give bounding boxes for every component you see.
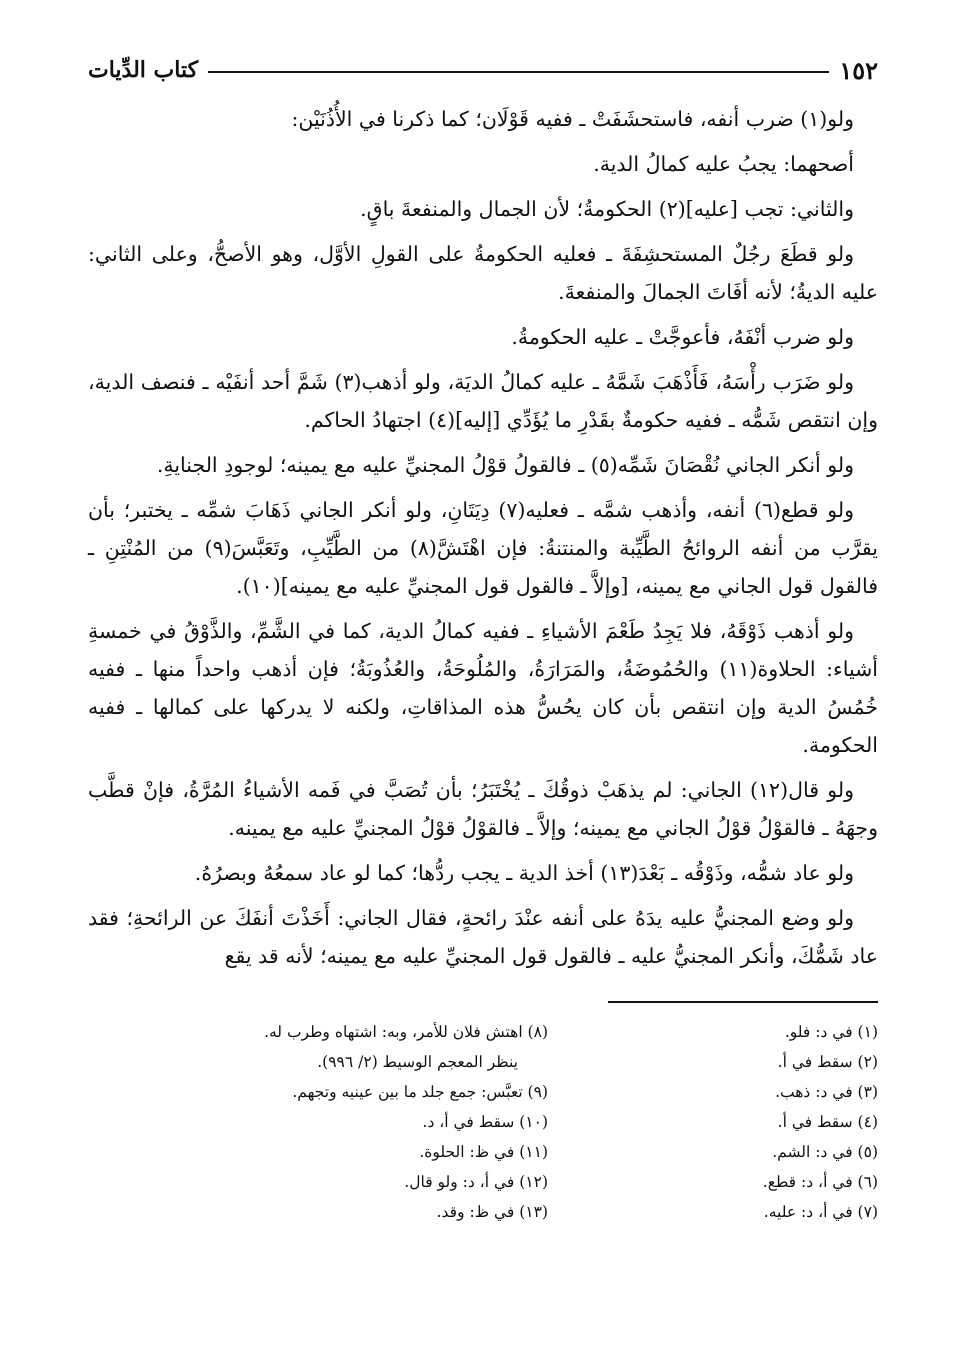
paragraph: أصحهما: يجبُ عليه كمالُ الدية. xyxy=(593,152,854,176)
footnote: (١٠) سقط في أ، د. xyxy=(422,1113,548,1131)
paragraph: ولو ضَرَب رأْسَهُ، فَأَذْهَبَ شَمَّهُ ـ عليه كمالُ الديَة، ولو أذهب(٣) شَمَّ أحد أنفَيْه ـ فنصف الدية، وإن انتقص شَمُّه ـ ففيه حكومةٌ بقَدْرِ ما يُؤَدِّي [إليه](٤) اجتهادُ الحاكم. xyxy=(88,370,878,432)
paragraph: ولو(١) ضرب أنفه، فاستحشَفَتْ ـ ففيه قَوْلَان؛ كما ذكرنا في الأُذُنَيْن: xyxy=(291,107,854,131)
footnote: (٢) سقط في أ. xyxy=(777,1053,878,1071)
footnote-column-right xyxy=(548,1017,878,1227)
book-page xyxy=(88,50,878,1227)
footnote: (٩) تعبَّس: جمع جلد ما بين عينيه وتجهم. xyxy=(292,1083,548,1101)
footnote: (٣) في د: ذهب. xyxy=(775,1083,878,1101)
footnote-separator xyxy=(608,1001,878,1003)
footnote: (١٣) في ظ: وقد. xyxy=(436,1203,548,1221)
paragraph: ولو قطَعَ رجُلٌ المستحشِفَةَ ـ فعليه الحكومةُ على القولِ الأوَّل، وهو الأصحُّ، وعلى الثاني: عليه الديةُ؛ لأنه أفَاتَ الجمالَ والمنفعةَ. xyxy=(88,242,878,304)
footnote: (١٢) في أ، د: ولو قال. xyxy=(404,1173,548,1191)
paragraph: ولو قطع(٦) أنفه، وأذهب شمَّه ـ فعليه(٧) دِيَتَانِ، ولو أنكر الجاني ذَهَابَ شمِّه ـ يختبر؛ بأن يقرَّب من أنفه الروائحُ الطَّيِّبة والمنتنةُ: فإن اهْتَشَّ(٨) من الطَّيِّبِ، وتَعَبَّسَ(٩) من المُنْتِنِ ـ فالقول قول الجاني مع يمينه، [وإلاَّ ـ فالقول قول المجنيِّ عليه مع يمينه](١٠). xyxy=(88,498,878,598)
footnote-column-left xyxy=(148,1017,548,1227)
paragraph: ولو وضع المجنيُّ عليه يدَهُ على أنفه عنْدَ رائحةٍ، فقال الجاني: أَخَذْتَ أنفَكَ عن الرائحةِ؛ فقد عاد شَمُّكَ، وأنكر المجنيُّ عليه ـ فالقول قول المجنيِّ عليه مع يمينه؛ لأنه قد يقع xyxy=(88,906,878,968)
paragraph: ولو أذهب ذَوْقَهُ، فلا يَجِدُ طَعْمَ الأشياءِ ـ ففيه كمالُ الدية، كما في الشَّمِّ، والذَّوْقُ في خمسةِ أشياء: الحلاوة(١١) والحُمُوضَةُ، والمَرَارَةُ، والمُلُوحَةُ، والعُذُوبَةُ؛ فإن أذهب واحداً منها ـ ففيه خُمُسُ الدية وإن انتقص بأن كان يحُسُّ هذه المذاقاتِ، ولكنه لا يدركها على كمالها ـ ففيه الحكومة. xyxy=(88,619,878,757)
footnote: (٧) في أ، د: عليه. xyxy=(763,1203,878,1221)
page-number: ١٥٢ xyxy=(839,55,878,85)
footnote: (٤) سقط في أ. xyxy=(777,1113,878,1131)
footnote: (١١) في ظ: الحلوة. xyxy=(419,1143,548,1161)
footnote-continuation: ينظر المعجم الوسيط (٢/ ٩٩٦). xyxy=(317,1053,518,1071)
paragraph: ولو أنكر الجاني نُقْصَانَ شَمِّه(٥) ـ فالقولُ قوْلُ المجنيِّ عليه مع يمينه؛ لوجودِ الجنايةِ. xyxy=(156,453,854,477)
footnotes xyxy=(88,1017,878,1227)
running-header xyxy=(88,50,878,90)
footnote: (٦) في أ، د: قطع. xyxy=(762,1173,878,1191)
footnote: (١) في د: فلو. xyxy=(784,1023,878,1041)
header-rule xyxy=(208,71,829,73)
main-text xyxy=(88,100,878,975)
book-title: كتاب الدِّيات xyxy=(88,57,199,83)
paragraph: والثاني: تجب [عليه](٢) الحكومةُ؛ لأن الجمال والمنفعةَ باقٍ. xyxy=(360,197,854,221)
footnote: (٨) اهتش فلان للأمر، وبه: اشتهاه وطرب له. xyxy=(264,1023,548,1041)
footnote: (٥) في د: الشم. xyxy=(772,1143,878,1161)
paragraph: ولو قال(١٢) الجاني: لم يذهَبْ ذوقُكَ ـ يُخْتَبَرُ؛ بأن تُصَبَّ في فَمه الأشياءُ المُرَّةُ، فإنْ قطَّب وجهَهُ ـ فالقوْلُ قوْلُ الجاني مع يمينه؛ وإلاَّ ـ فالقوْلُ قوْلُ المجنيِّ عليه مع يمينه. xyxy=(88,778,878,840)
paragraph: ولو ضرب أنْفَهُ، فأعوجَّتْ ـ عليه الحكومةُ. xyxy=(511,325,854,349)
paragraph: ولو عاد شمُّه، وذَوْقُه ـ بَعْدَ(١٣) أخذ الدية ـ يجب ردُّها؛ كما لو عاد سمعُهُ وبصرُهُ. xyxy=(194,861,854,885)
